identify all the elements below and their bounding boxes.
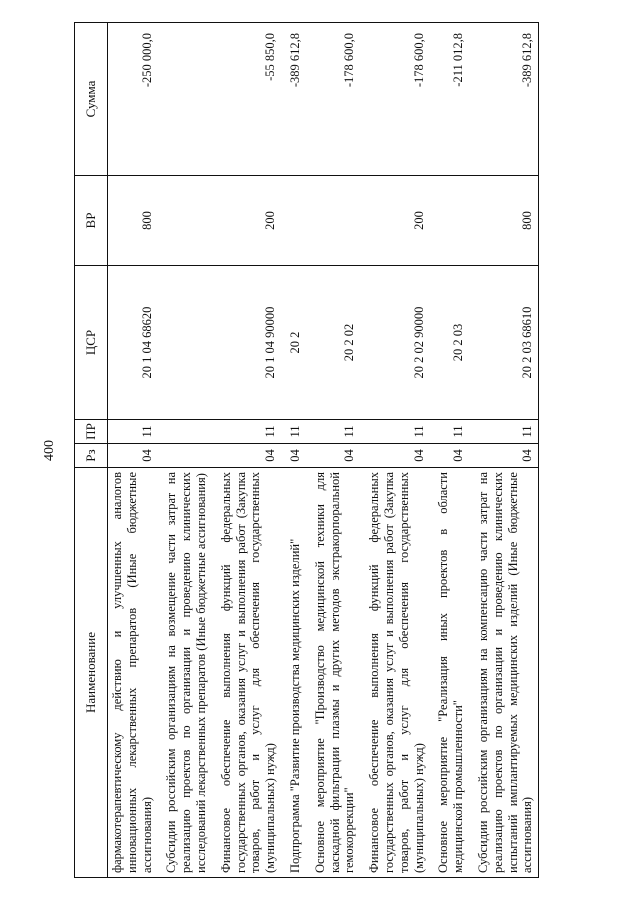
row-rz: 04 [281, 444, 306, 468]
row-name: Основное мероприятие "Производство медицинской техники для каскадной фильтрации плазмы и других методов экстракорпоральной гемокоррекции" [306, 468, 360, 878]
row-vr [429, 176, 469, 266]
row-pr: 11 [469, 420, 539, 444]
row-name: Финансовое обеспечение выполнения функций федеральных государственных органов, оказания услуг и выполнения работ (Закупка товаров, работ и услуг для обеспечения государственных (муниципальных) нужд) [212, 468, 281, 878]
budget-table-container [74, 23, 539, 878]
row-pr: 11 [108, 420, 158, 444]
row-rz: 04 [360, 444, 429, 468]
row-csr: 20 1 04 68620 [108, 266, 158, 420]
row-sum: -389 612,8 [281, 23, 306, 176]
row-csr: 20 2 03 [429, 266, 469, 420]
row-csr: 20 2 02 [306, 266, 360, 420]
row-name: Основное мероприятие "Реализация иных проектов в области медицинской промышленности" [429, 468, 469, 878]
row-rz: 04 [212, 444, 281, 468]
row-sum: -389 612,8 [469, 23, 539, 176]
row-csr: 20 2 [281, 266, 306, 420]
row-pr [157, 420, 211, 444]
row-sum: -178 600,0 [360, 23, 429, 176]
rotated-document-page [38, 23, 618, 878]
row-rz: 04 [429, 444, 469, 468]
row-pr: 11 [306, 420, 360, 444]
row-vr: 800 [108, 176, 158, 266]
header-name: Наименование [75, 468, 108, 878]
row-vr [281, 176, 306, 266]
table-header-row [75, 23, 108, 878]
row-sum: -250 000,0 [108, 23, 158, 176]
row-name: Субсидии российским организациям на возмещение части затрат на реализацию проектов по организации и проведению клинических исследований лекарственных препаратов (Иные бюджетные ассигнования) [157, 468, 211, 878]
row-vr [157, 176, 211, 266]
row-pr: 11 [281, 420, 306, 444]
row-pr: 11 [212, 420, 281, 444]
row-pr: 11 [360, 420, 429, 444]
row-rz: 04 [108, 444, 158, 468]
row-csr [157, 266, 211, 420]
row-sum [157, 23, 211, 176]
table-row [281, 23, 306, 878]
row-csr: 20 1 04 90000 [212, 266, 281, 420]
row-name: фармакотерапевтическому действию и улучшенных аналогов инновационных лекарственных препаратов (Иные бюджетные ассигнования) [108, 468, 158, 878]
row-rz [157, 444, 211, 468]
row-vr: 800 [469, 176, 539, 266]
table-row [360, 23, 429, 878]
table-row [108, 23, 158, 878]
table-row [429, 23, 469, 878]
page-number: 400 [42, 440, 57, 461]
header-vr: ВР [75, 176, 108, 266]
row-sum: -178 600,0 [306, 23, 360, 176]
row-csr: 20 2 02 90000 [360, 266, 429, 420]
row-name: Подпрограмма "Развитие производства медицинских изделий" [281, 468, 306, 878]
header-sum: Сумма [75, 23, 108, 176]
row-rz: 04 [306, 444, 360, 468]
row-vr [306, 176, 360, 266]
header-csr: ЦСР [75, 266, 108, 420]
row-pr: 11 [429, 420, 469, 444]
row-name: Субсидии российским организациям на компенсацию части затрат на реализацию проектов по организации и проведению клинических испытаний имплантируемых медицинских изделий (Иные бюджетные ассигнования) [469, 468, 539, 878]
row-sum: -211 012,8 [429, 23, 469, 176]
table-row [212, 23, 281, 878]
row-csr: 20 2 03 68610 [469, 266, 539, 420]
row-name: Финансовое обеспечение выполнения функций федеральных государственных органов, оказания услуг и выполнения работ (Закупка товаров, работ и услуг для обеспечения государственных (муниципальных) нужд) [360, 468, 429, 878]
table-row [469, 23, 539, 878]
header-pr: ПР [75, 420, 108, 444]
budget-table [74, 22, 539, 878]
row-rz: 04 [469, 444, 539, 468]
row-vr: 200 [212, 176, 281, 266]
table-row [157, 23, 211, 878]
header-rz: Рз [75, 444, 108, 468]
row-sum: -55 850,0 [212, 23, 281, 176]
table-row [306, 23, 360, 878]
row-vr: 200 [360, 176, 429, 266]
